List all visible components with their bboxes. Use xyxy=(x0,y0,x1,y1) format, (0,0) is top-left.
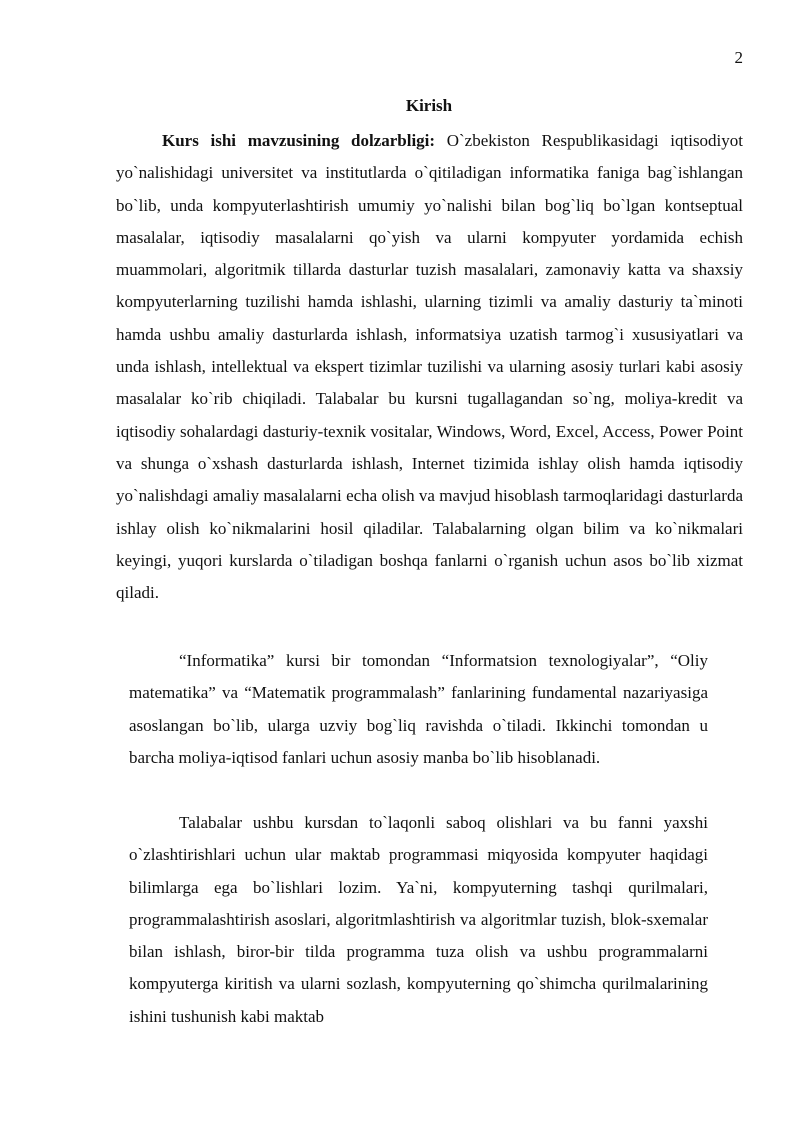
paragraph-relevance xyxy=(116,125,743,609)
paragraph-body: O`zbekiston Respublikasidagi iqtisodiyot yo`nalishidagi universitet va institutlarda o`qitiladigan informatika faniga bag`ishlangan bo`lib, unda kompyuterlashtirish umumiy yo`nalishi bilan bog`liq bo`lgan kontseptual masalalar, iqtisodiy masalalarni qo`yish va ularni kompyuter yordamida echish muammolari, algoritmik tillarda dasturlar tuzish masalalari, zamonaviy katta va shaxsiy kompyuterlarning tuzilishi hamda ishlashi, ularning tizimli va amaliy dasturiy ta`minoti hamda ushbu amaliy dasturlarda ishlash, informatsiya uzatish tarmog`i xususiyatlari va unda ishlash, intellektual va ekspert tizimlar tuzilishi va ularning asosiy turlari kabi asosiy masalalar ko`rib chiqiladi. Talabalar bu kursni tugallagandan so`ng, moliya-kredit va iqtisodiy sohalardagi dasturiy-texnik vositalar, Windows, Word, Excel, Access, Power Point va shunga o`xshash dasturlarda ishlash, Internet tizimida ishlay olish hamda iqtisodiy yo`nalishdagi amaliy masalalarni echa olish va mavjud hisoblash tarmoqlaridagi dasturlarda ishlay olish ko`nikmalarini hosil qiladilar. Talabalarning olgan bilim va ko`nikmalari keyingi, yuqori kurslarda o`tiladigan boshqa fanlarni o`rganish uchun asos bo`lib xizmat qiladi. xyxy=(116,131,743,603)
paragraph-lead-bold: Kurs ishi mavzusining dolzarbligi: xyxy=(162,131,436,150)
paragraph-prerequisites: Talabalar ushbu kursdan to`laqonli saboq olishlari va bu fanni yaxshi o`zlashtirishlari uchun ular maktab programmasi miqyosida kompyuter haqidagi bilimlarga ega bo`lishlari lozim. Ya`ni, kompyuterning tashqi qurilmalari, programmalashtirish asoslari, algoritmlashtirish va algoritmlar tuzish, blok-sxemalar bilan ishlash, biror-bir tilda programma tuza olish va ushbu programmalarni kompyuterga kiritish va ularni sozlash, kompyuterning qo`shimcha qurilmalarining ishini tushunish kabi maktab xyxy=(129,813,708,1026)
page-number: 2 xyxy=(734,48,743,67)
paragraph-informatics-course: “Informatika” kursi bir tomondan “Informatsion texnologiyalar”, “Oliy matematika” va “Matematik programmalash” fanlarining fundamental nazariyasiga asoslangan bo`lib, ularga uzviy bog`liq ravishda o`tiladi. Ikkinchi tomondan u barcha moliya-iqtisod fanlari uchun asosiy manba bo`lib hisoblanadi. xyxy=(129,651,708,767)
section-heading: Kirish xyxy=(405,96,453,115)
